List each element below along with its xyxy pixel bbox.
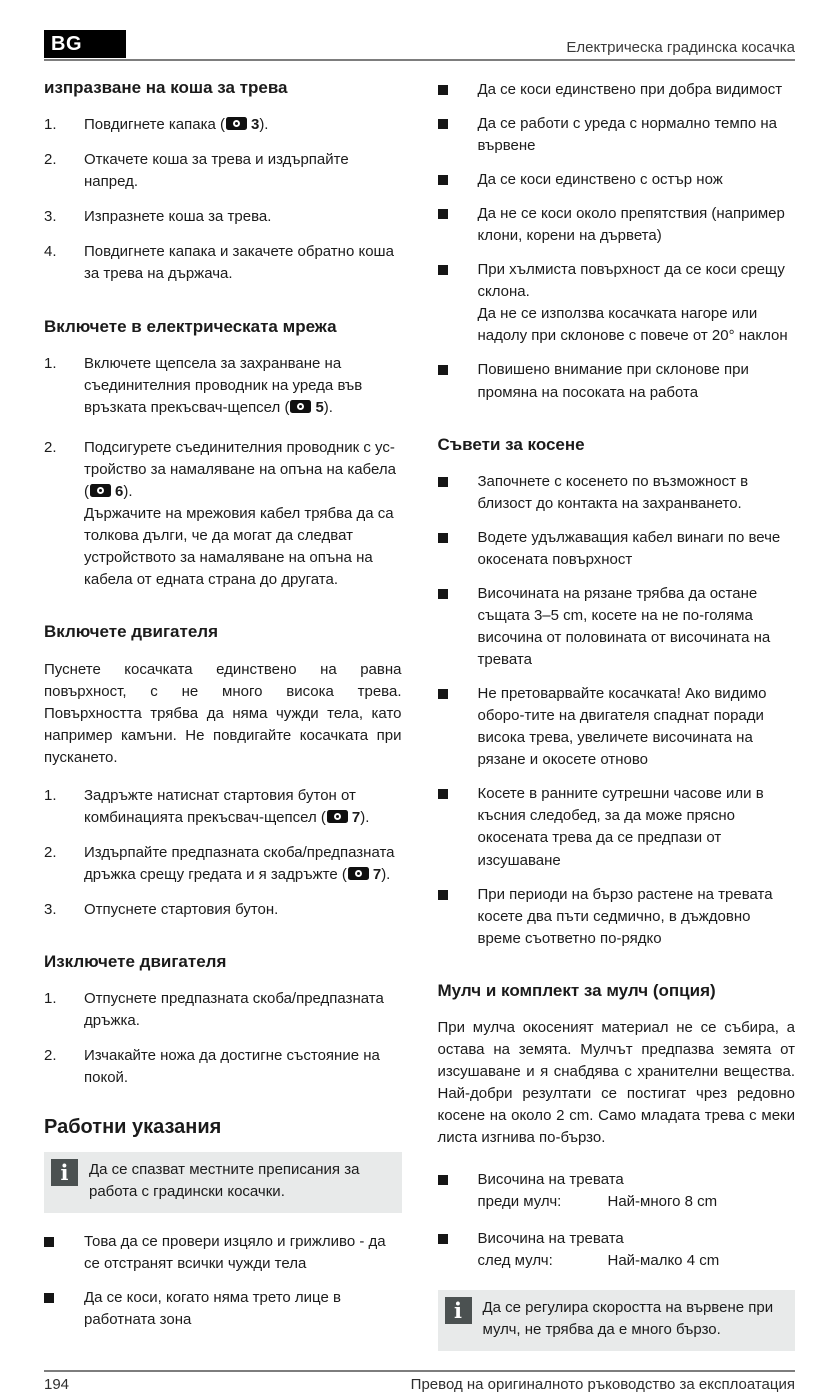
mulch-intro: При мулча окосеният материал не се събира, а остава на земята. Мулчът предпазва земята от изсушаване и я снабдява с хранителни вещества. Най-добри резултати се постигат чрез редовно косене на около 2 cm. Само младата трева с меки листа изгнива по-бързо.	[437, 1018, 795, 1147]
bullet-square-icon	[438, 1234, 448, 1244]
bullet-text: Да се коси единствено с остър нож	[477, 171, 723, 189]
section-heading-mulch: Мулч и комплект за мулч (опция)	[437, 980, 716, 1000]
header-title: Електрическа градинска косачка	[566, 39, 795, 56]
bullet-square-icon	[438, 533, 448, 543]
measurement-row	[478, 1228, 796, 1272]
item-text: Отпуснете предпазната скоба/предпазната дръжка.	[84, 990, 384, 1030]
header-row	[44, 30, 795, 58]
item-number: 2.	[44, 1047, 57, 1065]
bullet-text: Да се работи с уреда с нормално темпо на вървене	[477, 115, 777, 155]
camera-icon	[327, 810, 348, 823]
numbered-item	[44, 241, 402, 285]
bullet-text: Да се коси, когато няма трето лице в работната зона	[84, 1288, 341, 1328]
item-text	[84, 353, 402, 419]
numbered-item	[44, 988, 402, 1032]
item-number: 3.	[44, 208, 57, 226]
bullet-item	[44, 1287, 402, 1331]
bullet-item	[44, 1231, 402, 1275]
footer-text: Превод на оригиналното ръководство за експлоатация	[410, 1375, 795, 1393]
bullet-square-icon	[438, 85, 448, 95]
numbered-item	[44, 149, 402, 193]
camera-figure-number: 3	[250, 116, 260, 134]
item-text	[84, 842, 402, 886]
measurement-line2	[478, 1191, 796, 1213]
text-segment: Издърпайте предпазната скоба/предпазната дръжка срещу гредата и я задръжте (	[84, 843, 395, 883]
item-text: Изчакайте ножа да достигне състояние на покой.	[84, 1047, 380, 1087]
info-note	[438, 1290, 796, 1350]
page-footer	[44, 1369, 795, 1393]
language-badge: BG	[44, 30, 126, 58]
bullet-text: При периоди на бързо растене на тревата косете два пъти седмично, в дъждовно време съответно по-рядко	[477, 885, 773, 947]
bullet-item	[438, 884, 796, 950]
bullet-item	[438, 79, 796, 101]
camera-ref	[326, 809, 360, 826]
text-segment: ).	[381, 865, 391, 883]
item-text: Повдигнете капака и закачете обратно коша за трева на държача.	[84, 243, 394, 283]
measurement-line2	[478, 1250, 796, 1272]
camera-figure-number: 5	[315, 398, 324, 416]
bullet-item	[438, 113, 796, 157]
item-number: 2.	[44, 151, 57, 169]
bullet-item-measurement	[438, 1169, 796, 1213]
section-heading-empty-basket: изпразване на коша за трева	[44, 78, 288, 97]
page-number: 194	[44, 1375, 70, 1393]
bullet-text: Да се коси единствено при добра видимост	[477, 81, 783, 98]
bullet-item	[438, 169, 796, 191]
item-number: 3.	[44, 900, 57, 918]
bullet-square-icon	[438, 265, 448, 275]
bullet-square-icon	[44, 1293, 54, 1303]
numbered-item	[44, 437, 402, 591]
numbered-item	[44, 785, 402, 829]
bullet-item	[438, 259, 796, 347]
note-text: Да се спазват местните преписания за работа с градински косачки.	[89, 1161, 360, 1201]
note-text: Да се регулира скоростта на вървене при мулч, не трябва да е много бързо.	[482, 1299, 774, 1339]
section-heading-work-instructions: Работни указания	[44, 1116, 222, 1139]
bullet-item	[438, 203, 796, 247]
bullet-text: Това да се провери изцяло и грижливо - да се отстранят всички чужди тела	[84, 1232, 386, 1272]
item-number: 2.	[44, 438, 57, 456]
measurement-label-line1: Височина на тревата	[477, 1230, 624, 1248]
item-text: Откачете коша за трева и издърпайте напред.	[84, 151, 349, 191]
bullet-text: Косете в ранните сутрешни часове или в късния следобед, за да може прясно окосената трева да се предпази от изсушаване	[477, 785, 764, 869]
section-intro: Пуснете косачката единствено на равна повърхност, с не много висока трева. Повърхността трябва да няма чужди тела, като например камъни. Не повдигайте косачката при пускането.	[44, 660, 402, 766]
bullet-text: Да не се коси около препятствия (например клони, корени на дървета)	[477, 205, 785, 245]
header-rule	[44, 59, 795, 61]
camera-icon	[348, 867, 369, 880]
text-segment: Подсигурете съединителния проводник с ус-тройство за намаляване на опъна на кабела (	[84, 438, 396, 501]
text-segment: При хълмиста повърхност да се коси срещу склона.	[477, 261, 785, 301]
measurement-label-line2: преди мулч:	[477, 1193, 562, 1211]
text-segment: ).	[259, 116, 269, 134]
bullet-text: Не претоварвайте косачката! Ако видимо оборо-тите на двигателя спаднат поради висока трева, увеличете височината на рязане и окосете отново	[477, 685, 767, 769]
bullet-text: Водете удължаващия кабел винаги по вече окосената повърхност	[477, 528, 781, 568]
measurement-value: Най-малко 4 cm	[607, 1252, 720, 1270]
text-segment: ).	[360, 808, 370, 826]
text-segment: Включете щепсела за захранване на съединителния проводник на уреда във връзката прекъсвач-щепсел (	[84, 354, 363, 416]
content-columns	[44, 73, 795, 1369]
item-number: 1.	[44, 786, 57, 804]
camera-figure-number: 7	[372, 865, 382, 883]
bullet-square-icon	[438, 477, 448, 487]
item-number: 4.	[44, 243, 57, 261]
camera-ref	[347, 866, 381, 883]
bullet-text: Височината на рязане трябва да остане същата 3–5 cm, косете на не по-голяма височина от половината от височината на тревата	[477, 585, 771, 669]
bullet-item	[438, 527, 796, 571]
section-heading-start-engine: Включете двигателя	[44, 622, 218, 642]
text-segment: Повдигнете капака (	[84, 116, 225, 134]
bullet-square-icon	[438, 589, 448, 599]
item-number: 2.	[44, 843, 57, 861]
measurement-label-line1: Височина на тревата	[477, 1171, 624, 1189]
camera-ref	[89, 483, 123, 500]
camera-ref	[225, 116, 259, 133]
item-text	[84, 785, 402, 829]
bullet-item	[438, 683, 796, 771]
section-heading-stop-engine: Изключете двигателя	[44, 951, 227, 971]
page-header	[44, 30, 795, 61]
item-text	[84, 114, 402, 136]
item-number: 1.	[44, 990, 57, 1008]
section-heading-mowing-tips: Съвети за косене	[437, 434, 585, 454]
left-column	[44, 73, 402, 1343]
footer-row	[44, 1372, 795, 1393]
text-segment: Задръжте натиснат стартовия бутон от комбинацията прекъсвач-щепсел (	[84, 786, 356, 826]
item-text: Отпуснете стартовия бутон.	[84, 900, 279, 918]
camera-icon	[226, 117, 247, 130]
measurement-row	[478, 1169, 796, 1213]
numbered-item	[44, 353, 402, 419]
bullet-item	[438, 583, 796, 671]
numbered-item	[44, 842, 402, 886]
measurement-label-line2: след мулч:	[477, 1252, 553, 1270]
camera-figure-number: 7	[351, 808, 361, 826]
item-text	[84, 437, 402, 591]
numbered-item	[44, 206, 402, 228]
bullet-square-icon	[438, 175, 448, 185]
numbered-item	[44, 899, 402, 921]
bullet-square-icon	[438, 789, 448, 799]
info-icon: i	[445, 1297, 472, 1324]
bullet-square-icon	[438, 1175, 448, 1185]
info-note	[44, 1152, 402, 1212]
item-number: 1.	[44, 354, 57, 372]
numbered-item	[44, 1045, 402, 1089]
bullet-square-icon	[438, 890, 448, 900]
bullet-item	[438, 783, 796, 871]
section-heading-connect-mains: Включете в електрическата мрежа	[44, 316, 337, 336]
item-text: Изпразнете коша за трева.	[84, 208, 272, 226]
bullet-square-icon	[438, 689, 448, 699]
item-number: 1.	[44, 116, 57, 134]
camera-icon	[90, 484, 111, 497]
text-segment: ).	[323, 398, 333, 416]
camera-ref	[289, 399, 323, 416]
bullet-square-icon	[438, 209, 448, 219]
info-icon: i	[51, 1159, 78, 1186]
camera-figure-number: 6	[115, 483, 124, 501]
camera-icon	[290, 400, 311, 413]
measurement-value: Най-много 8 cm	[607, 1193, 718, 1211]
item-continuation: Държачите на мрежовия кабел трябва да са толкова дълги, че да могат да следват устройството за намаляване на опъна на кабела от едната страна до другата.	[84, 505, 394, 589]
bullet-square-icon	[438, 119, 448, 129]
bullet-text	[478, 259, 796, 347]
bullet-item-measurement	[438, 1228, 796, 1272]
bullet-item	[438, 471, 796, 515]
right-column	[438, 73, 796, 1369]
bullet-square-icon	[438, 365, 448, 375]
bullet-square-icon	[44, 1237, 54, 1247]
numbered-item	[44, 114, 402, 136]
text-segment: Да не се използва косачката нагоре или надолу при склонове с повече от 20° наклон	[477, 305, 788, 345]
bullet-text: Повишено внимание при склонове при промяна на посоката на работа	[477, 361, 749, 401]
text-segment: ).	[123, 483, 133, 501]
bullet-item	[438, 359, 796, 403]
bullet-text: Започнете с косенето по възможност в близост до контакта на захранването.	[477, 472, 749, 512]
